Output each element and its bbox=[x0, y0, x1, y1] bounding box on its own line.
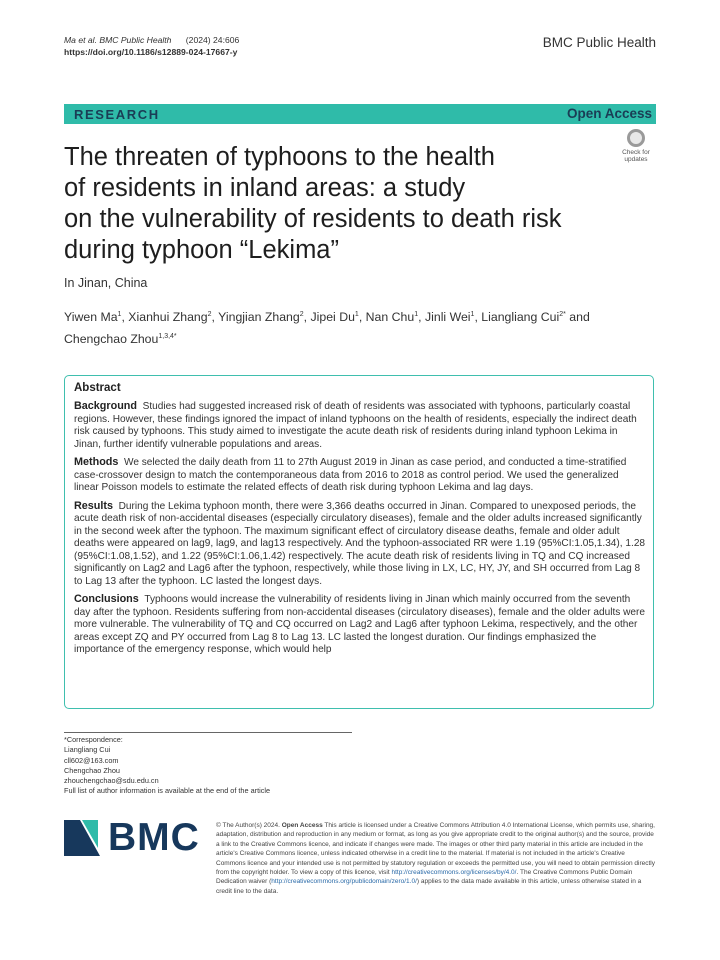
correspondence-name: Chengchao Zhou bbox=[64, 765, 120, 775]
correspondence-email[interactable]: cll602@163.com bbox=[64, 755, 119, 765]
author-list: Yiwen Ma$^1$, Xianhui Zhang$^2$, Yingjian Zhang$^2$, Jipei Du$^1$, Nan Chu$^1$, Jinli Wei$^1$, Liangliang Cui$^{2*}$ and Chengchao Zhou$^{1,3,4*}$ bbox=[64, 310, 590, 347]
research-banner bbox=[64, 104, 656, 124]
abstract-heading: Abstract bbox=[74, 382, 121, 394]
open-access-label: Open Access bbox=[566, 106, 652, 121]
author-name[interactable]: Liangliang Cui bbox=[481, 310, 560, 325]
title-line: of residents in inland areas: a study bbox=[64, 174, 466, 202]
license-link[interactable]: http://creativecommons.org/licenses/by/4.0/ bbox=[391, 869, 517, 877]
volume: (2024) 24:606 bbox=[185, 35, 240, 45]
abstract-conclusions: Conclusions Typhoons would increase the vulnerability of residents living in Jinan which mainly occurred from the seventh day after the typhoon. Residents suffering from non-accidental diseases (circulatory diseases), female and the older adults were more vulnerable. The vulnerability of TQ and CQ occurred on Lag2 and Lag6 after typhoon Lekima, respectively, and the other areas except ZQ and PY occurred from Lag 8 to Lag 13. LC lasted the longest duration. Our findings emphasized the importance of the emergency response, which would help bbox=[74, 593, 645, 655]
bmc-logo-icon bbox=[64, 820, 104, 856]
running-header bbox=[64, 34, 239, 58]
bmc-logo-text: BMC bbox=[108, 816, 200, 859]
correspondence-label: *Correspondence: bbox=[64, 735, 123, 744]
author-name[interactable]: Yiwen Ma bbox=[64, 310, 118, 325]
journal-name: BMC Public Health bbox=[542, 35, 656, 50]
author-name[interactable]: Chengchao Zhou bbox=[64, 332, 159, 347]
correspondence-email[interactable]: zhouchengchao@sdu.edu.cn bbox=[64, 776, 159, 786]
public-domain-link[interactable]: http://creativecommons.org/publicdomain/zero/1.0/ bbox=[271, 878, 417, 886]
abstract-background: Background Studies had suggested increased risk of death of residents was associated with typhoons, particularly coastal regions. However, these findings ignored the impact of inland typhoons on the health of residents, especially the indirect death risk caused by typhoons. This study aimed to investigate the acute death risk of residents during inland typhoon Lekima in Jinan, further identify vulnerable populations and areas. bbox=[74, 400, 637, 450]
article-subtitle: In Jinan, China bbox=[64, 276, 148, 290]
check-updates-text: Check for updates bbox=[622, 149, 650, 163]
author-name[interactable]: Yingjian Zhang bbox=[218, 310, 300, 325]
abstract-results: Results During the Lekima typhoon month, there were 3,366 deaths occurred in Jinan. Compared to unexposed periods, the acute death risk of non-accidental diseases (especially circulatory diseases), female and the older adults increased significantly in the second week after the typhoon. The maximum significant effect of circulatory disease deaths, female and older adult deaths were appeared on lag9, lag9, and lag13 respectively. And the typhoon-associated RR were 1.19 (95%CI:1.05,1.34), 1.28 (95%CI:1.08,1.52), and 1.22 (95%CI:1.06,1.42) respectively. The acute death risk of residents living in TQ and CQ increased significantly on Lag2 and Lag6 after the typhoon, respectively, while those living in LX, LC, HY, JY, and SH occurred from Lag 8 to Lag 13 after the typhoon. LC lasted the longest days. bbox=[74, 499, 646, 587]
citation: Ma et al. BMC Public Health bbox=[64, 35, 172, 45]
correspondence-block bbox=[64, 735, 270, 797]
author-info-note: Full list of author information is available at the end of the article bbox=[64, 786, 271, 796]
check-updates-icon bbox=[627, 129, 645, 147]
title-line: on the vulnerability of residents to death risk bbox=[64, 205, 562, 233]
footnote-divider bbox=[64, 732, 352, 733]
doi-link[interactable]: https://doi.org/10.1186/s12889-024-17667-y bbox=[64, 47, 238, 57]
section-label: RESEARCH bbox=[74, 107, 160, 122]
author-name[interactable]: Nan Chu bbox=[365, 310, 415, 325]
bmc-logo bbox=[64, 816, 200, 859]
correspondence-name: Liangliang Cui bbox=[64, 745, 111, 755]
abstract-methods: Methods We selected the daily death from 11 to 27th August 2019 in Jinan as case period, and conducted a time-stratified case-crossover design to match the contemporaneous data from 2016 to 2018 as control period. We used the generalized linear Poisson models to estimate the related effects of death risk during typhoon Lekima and lag days. bbox=[74, 456, 627, 493]
abstract-box bbox=[64, 375, 654, 709]
author-name[interactable]: Xianhui Zhang bbox=[128, 310, 208, 325]
license-text: © The Author(s) 2024. Open Access This article is licensed under a Creative Commons Attribution 4.0 International License, which permits use, sharing, adaptation, distribution and reproduction in any medium or format, as long as you give appropriate credit to the original author(s) and the source, provide a link to the Creative Commons licence, and indicate if changes were made. The images or other third party material in this article are included in the article's Creative Commons licence, unless indicated otherwise in a credit line to the material. If material is not included in the article's Creative Commons licence and your intended use is not permitted by statutory regulation or exceeds the permitted use, you will need to obtain permission directly from the copyright holder. To view a copy of this licence, visit http://creativecommons.org/licenses/by/4.0/. The Creative Commons Public Domain Dedication waiver (http://creativecommons.org/publicdomain/zero/1.0/) applies to the data made available in this article, unless otherwise stated in a credit line to the data. bbox=[216, 822, 655, 895]
author-name[interactable]: Jinli Wei bbox=[424, 310, 471, 325]
article-title bbox=[64, 142, 624, 266]
author-name[interactable]: Jipei Du bbox=[310, 310, 355, 325]
abstract-body bbox=[74, 400, 646, 662]
title-line: The threaten of typhoons to the health bbox=[64, 143, 495, 171]
title-line: during typhoon “Lekima” bbox=[64, 236, 339, 264]
